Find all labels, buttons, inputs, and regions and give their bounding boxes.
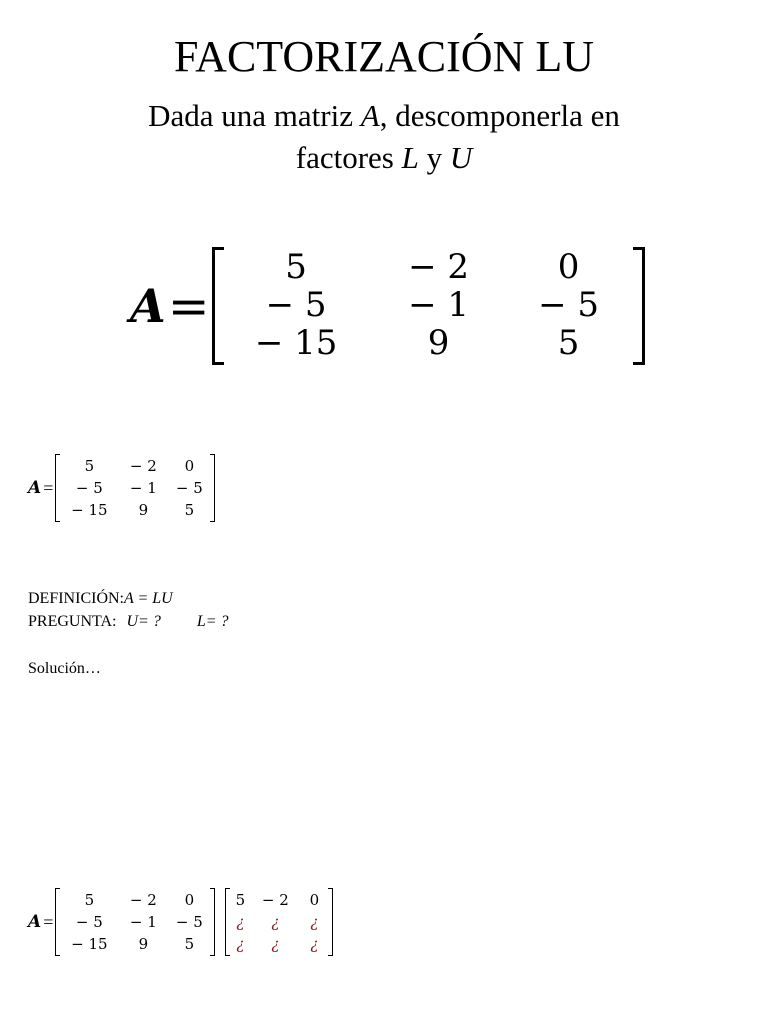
definition-formula: A = LU bbox=[124, 590, 173, 607]
matrix-a-with-u bbox=[28, 888, 333, 956]
definition-label: DEFINICIÓN: bbox=[28, 590, 124, 607]
matrix-cell: 5 bbox=[84, 891, 95, 909]
question-l: L= ? bbox=[196, 613, 229, 630]
matrix-body bbox=[55, 454, 215, 522]
matrix-cell: − 2 bbox=[129, 457, 157, 475]
right-bracket bbox=[328, 888, 333, 956]
matrix-body bbox=[212, 247, 645, 365]
matrix-cell: − 2 bbox=[408, 247, 470, 287]
matrix-cell: − 2 bbox=[261, 891, 289, 909]
subtitle-var-a: A bbox=[360, 98, 380, 133]
matrix-cell: − 1 bbox=[129, 479, 157, 497]
right-bracket bbox=[210, 454, 215, 522]
question-line bbox=[28, 612, 229, 632]
matrix-a-small bbox=[28, 454, 215, 522]
right-bracket bbox=[210, 888, 215, 956]
matrix-name: A bbox=[28, 478, 42, 498]
left-bracket bbox=[55, 888, 60, 956]
matrix-cell: − 5 bbox=[538, 285, 600, 325]
matrix-cell: 9 bbox=[138, 501, 149, 519]
page-title: FACTORIZACIÓN LU bbox=[173, 32, 595, 81]
subtitle-text: Dada una matriz bbox=[148, 98, 361, 133]
unknown-cell: ¿ bbox=[310, 913, 319, 931]
subtitle-var-l: L bbox=[401, 140, 419, 175]
matrix-cell: − 5 bbox=[265, 285, 327, 325]
equals-sign: = bbox=[43, 477, 54, 498]
matrix-cell: − 15 bbox=[254, 323, 338, 363]
matrix-cell: 5 bbox=[184, 501, 195, 519]
unknown-cell: ¿ bbox=[236, 935, 245, 953]
matrix-cell: 0 bbox=[309, 891, 320, 909]
matrix-cell: − 2 bbox=[129, 891, 157, 909]
subtitle-text: , descomponerla en bbox=[379, 98, 620, 133]
matrix-cell: 9 bbox=[427, 323, 450, 363]
question-label: PREGUNTA: bbox=[28, 613, 117, 630]
matrix-a-large bbox=[130, 246, 645, 366]
matrix-cell: − 15 bbox=[71, 501, 108, 519]
left-bracket bbox=[55, 454, 60, 522]
matrix-cell: − 5 bbox=[75, 913, 103, 931]
equals-sign: = bbox=[43, 911, 54, 932]
matrix-cell: − 5 bbox=[75, 479, 103, 497]
matrix-cell: − 5 bbox=[175, 913, 203, 931]
matrix-cell: − 15 bbox=[71, 935, 108, 953]
matrix-body bbox=[225, 888, 333, 956]
matrix-body bbox=[55, 888, 215, 956]
question-u: U= ? bbox=[126, 613, 161, 630]
unknown-cell: ¿ bbox=[271, 913, 280, 931]
equals-sign: = bbox=[167, 277, 210, 335]
matrix-u-partial bbox=[225, 888, 333, 956]
matrix-cell: 0 bbox=[184, 891, 195, 909]
matrix-cell: 5 bbox=[235, 891, 246, 909]
unknown-cell: ¿ bbox=[236, 913, 245, 931]
matrix-cell: − 5 bbox=[175, 479, 203, 497]
left-bracket bbox=[212, 247, 224, 365]
matrix-cell: 0 bbox=[184, 457, 195, 475]
subtitle-text: factores bbox=[295, 140, 402, 175]
matrix-cell: 5 bbox=[84, 457, 95, 475]
subtitle-line-2 bbox=[0, 139, 768, 177]
definition-line bbox=[28, 589, 173, 609]
unknown-cell: ¿ bbox=[271, 935, 280, 953]
right-bracket bbox=[633, 247, 645, 365]
solution-label: Solución… bbox=[28, 660, 101, 677]
matrix-cell: − 1 bbox=[408, 285, 470, 325]
matrix-name: A bbox=[130, 279, 166, 333]
subtitle-text: y bbox=[418, 140, 450, 175]
matrix-cell: 0 bbox=[557, 247, 580, 287]
matrix-cell: 5 bbox=[557, 323, 580, 363]
matrix-cell: 5 bbox=[184, 935, 195, 953]
left-bracket bbox=[225, 888, 230, 956]
matrix-cell: 5 bbox=[285, 247, 307, 287]
subtitle-line-1 bbox=[0, 97, 768, 135]
matrix-name: A bbox=[28, 912, 42, 932]
unknown-cell: ¿ bbox=[310, 935, 319, 953]
matrix-cell: − 1 bbox=[129, 913, 157, 931]
subtitle-var-u: U bbox=[449, 140, 473, 175]
matrix-cell: 9 bbox=[138, 935, 149, 953]
